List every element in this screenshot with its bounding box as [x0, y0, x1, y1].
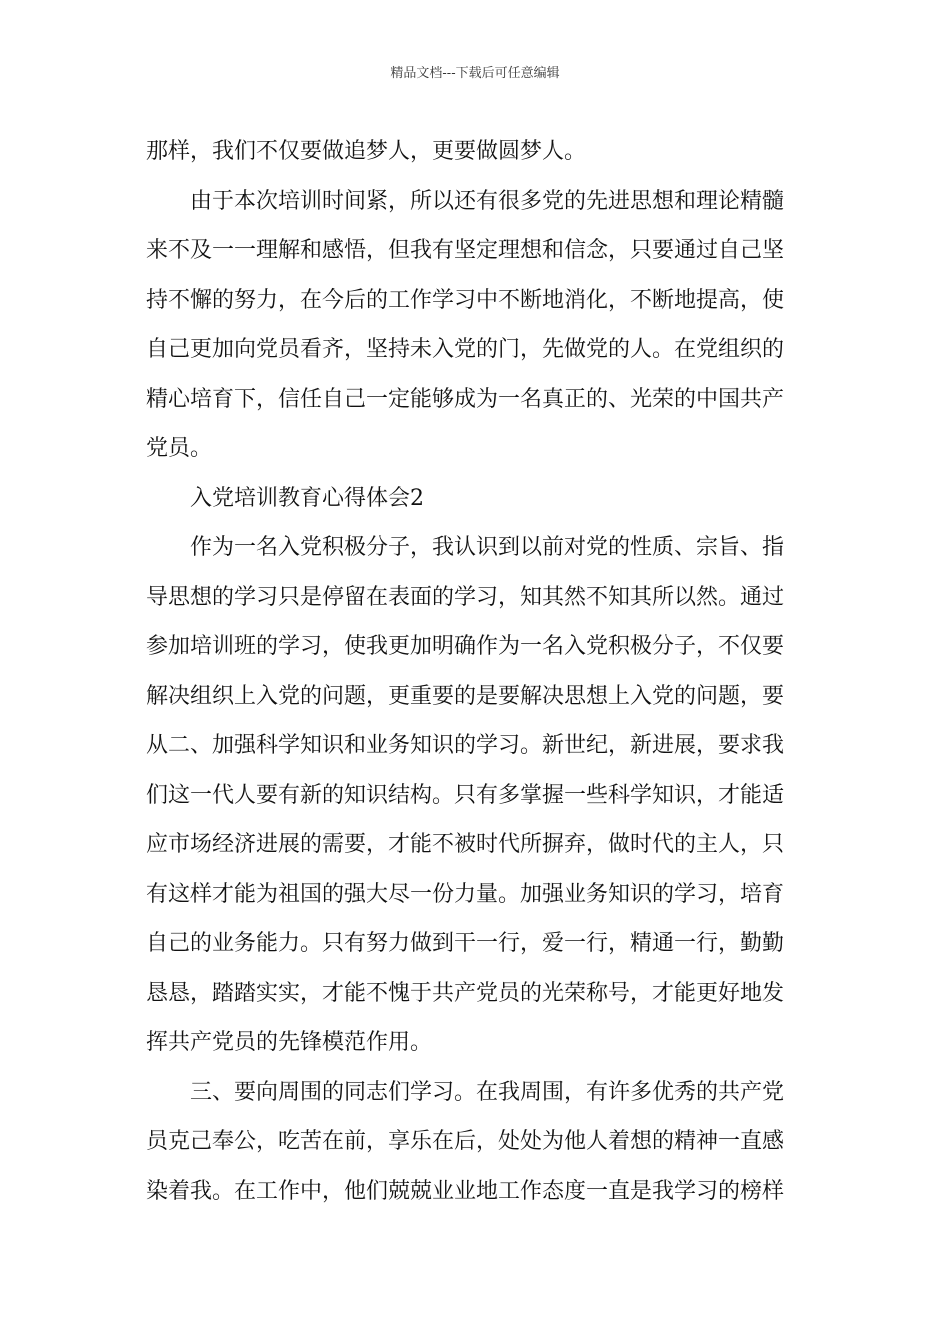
- text-line: 导思想的学习只是停留在表面的学习，知其然不知其所以然。通过: [146, 584, 785, 610]
- text-line: 应市场经济进展的需要，才能不被时代所摒弃，做时代的主人，只: [146, 832, 785, 857]
- text-line: 恳恳，踏踏实实，才能不愧于共产党员的光荣称号，才能更好地发: [146, 980, 785, 1006]
- section-title: [146, 474, 808, 524]
- document-body: [146, 127, 808, 1216]
- text-line: 那样，我们不仅要做追梦人，更要做圆梦人。: [146, 139, 587, 164]
- text-line: 党员。: [146, 436, 213, 461]
- text-line: 自己更加向党员看齐，坚持未入党的门，先做党的人。在党组织的: [146, 337, 785, 362]
- text-line: 从二、加强科学知识和业务知识的学习。新世纪，新进展，要求我: [146, 733, 785, 758]
- text-line: 挥共产党员的先锋模范作用。: [146, 1030, 433, 1055]
- text-line: 染着我。在工作中，他们兢兢业业地工作态度一直是我学习的榜样: [146, 1178, 785, 1204]
- text-line: 员克己奉公，吃苦在前，享乐在后，处处为他人着想的精神一直感: [146, 1129, 785, 1154]
- text-line: 有这样才能为祖国的强大尽一份力量。加强业务知识的学习，培育: [146, 881, 785, 907]
- text-line: 精心培育下，信任自己一定能够成为一名真正的、光荣的中国共产: [146, 386, 785, 412]
- text-line: 自己的业务能力。只有努力做到干一行，爱一行，精通一行，勤勤: [146, 931, 785, 956]
- paragraph: [146, 177, 808, 474]
- text-line: 作为一名入党积极分子，我认识到以前对党的性质、宗旨、指: [190, 535, 785, 560]
- page-header: 精品文档---下载后可任意编辑: [390, 66, 560, 81]
- text-line: 三、要向周围的同志们学习。在我周围，有许多优秀的共产党: [190, 1079, 785, 1105]
- text-line: 来不及一一理解和感悟，但我有坚定理想和信念，只要通过自己坚: [146, 238, 785, 263]
- paragraph-continuation: [146, 127, 808, 177]
- text-line: 参加培训班的学习，使我更加明确作为一名入党积极分子，不仅要: [146, 634, 785, 659]
- text-line: 解决组织上入党的问题，更重要的是要解决思想上入党的问题，要: [146, 683, 785, 709]
- paragraph: [146, 1068, 808, 1217]
- paragraph: [146, 523, 808, 1068]
- text-line: 们这一代人要有新的知识结构。只有多掌握一些科学知识，才能适: [146, 782, 785, 808]
- text-line: 入党培训教育心得体会2: [190, 485, 424, 511]
- text-line: 由于本次培训时间紧，所以还有很多党的先进思想和理论精髓: [190, 188, 785, 214]
- text-line: 持不懈的努力，在今后的工作学习中不断地消化，不断地提高，使: [146, 287, 785, 313]
